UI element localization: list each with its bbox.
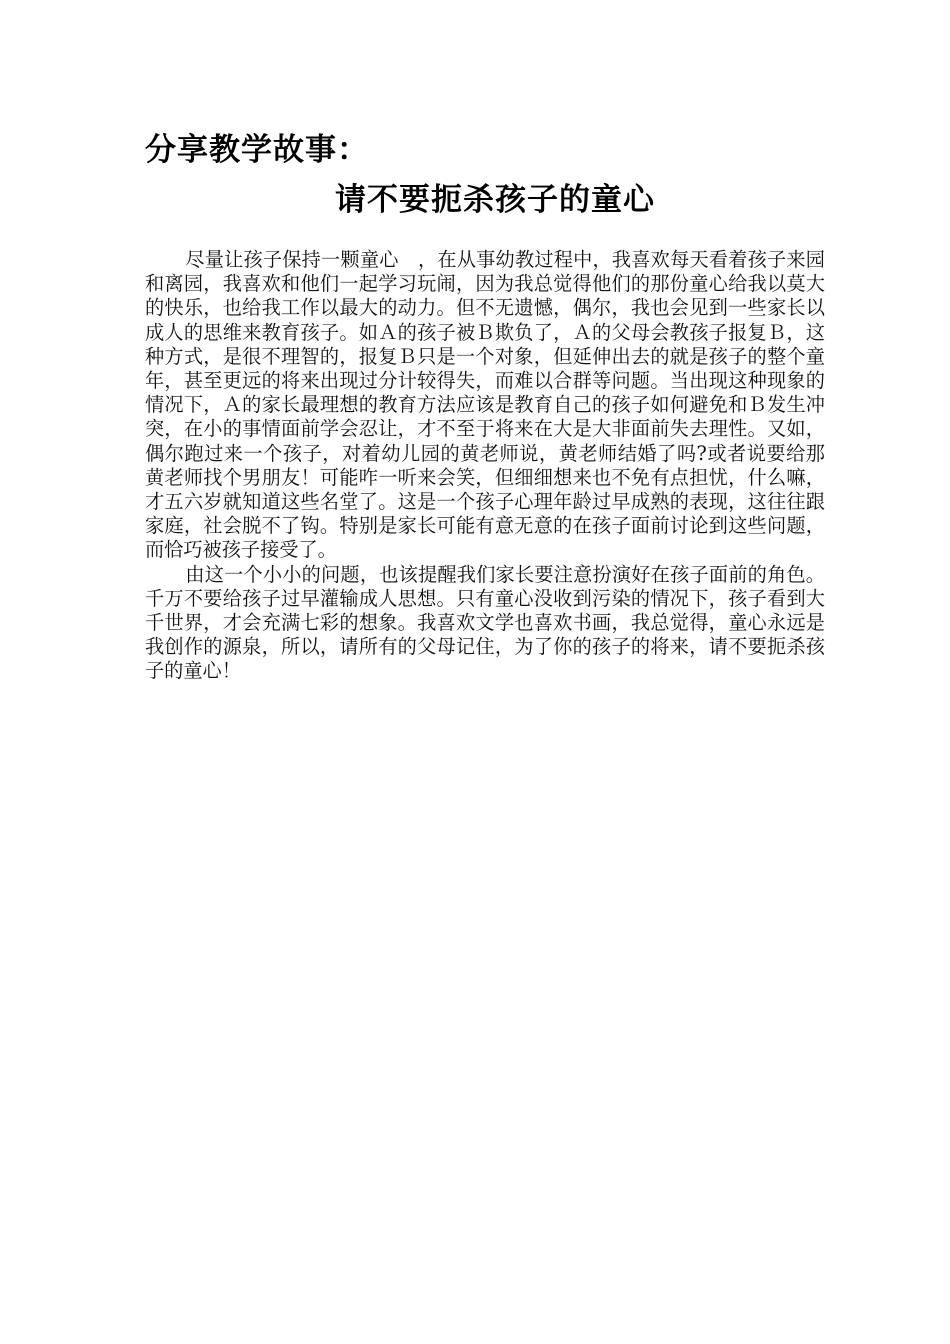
body-paragraph-1: 尽量让孩子保持一颗童心 ，在从事幼教过程中，我喜欢每天看着孩子来园和离园，我喜欢和他们一起学习玩闹，因为我总觉得他们的那份童心给我以莫大的快乐，也给我工作以最大的动力。但不无遗憾，偶尔，我也会见到一些家长以成人的思维来教育孩子。如Ａ的孩子被Ｂ欺负了，Ａ的父母会教孩子报复Ｂ，这种方式，是很不理智的，报复Ｂ只是一个对象，但延伸出去的就是孩子的整个童年，甚至更远的将来出现过分计较得失，而难以合群等问题。当出现这种现象的情况下，Ａ的家长最理想的教育方法应该是教育自己的孩子如何避免和Ｂ发生冲突，在小的事情面前学会忍让，才不至于将来在大是大非面前失去理性。又如，偶尔跑过来一个孩子，对着幼儿园的黄老师说，黄老师结婚了吗?或者说要给那黄老师找个男朋友！可能咋一听来会笑，但细细想来也不免有点担忧，什么嘛，才五六岁就知道这些名堂了。这是一个孩子心理年龄过早成熟的表现，这往往跟家庭，社会脱不了钩。特别是家长可能有意无意的在孩子面前讨论到这些问题，而恰巧被孩子接受了。 bbox=[145, 248, 825, 562]
document-title: 请不要扼杀孩子的童心 bbox=[335, 182, 655, 218]
document-body bbox=[145, 248, 825, 684]
body-paragraph-2: 由这一个小小的问题，也该提醒我们家长要注意扮演好在孩子面前的角色。千万不要给孩子过早灌输成人思想。只有童心没收到污染的情况下，孩子看到大千世界，才会充满七彩的想象。我喜欢文学也喜欢书画，我总觉得，童心永远是我创作的源泉，所以，请所有的父母记住，为了你的孩子的将来，请不要扼杀孩子的童心！ bbox=[145, 562, 825, 683]
document-title-prefix: 分享教学故事： bbox=[145, 132, 369, 168]
